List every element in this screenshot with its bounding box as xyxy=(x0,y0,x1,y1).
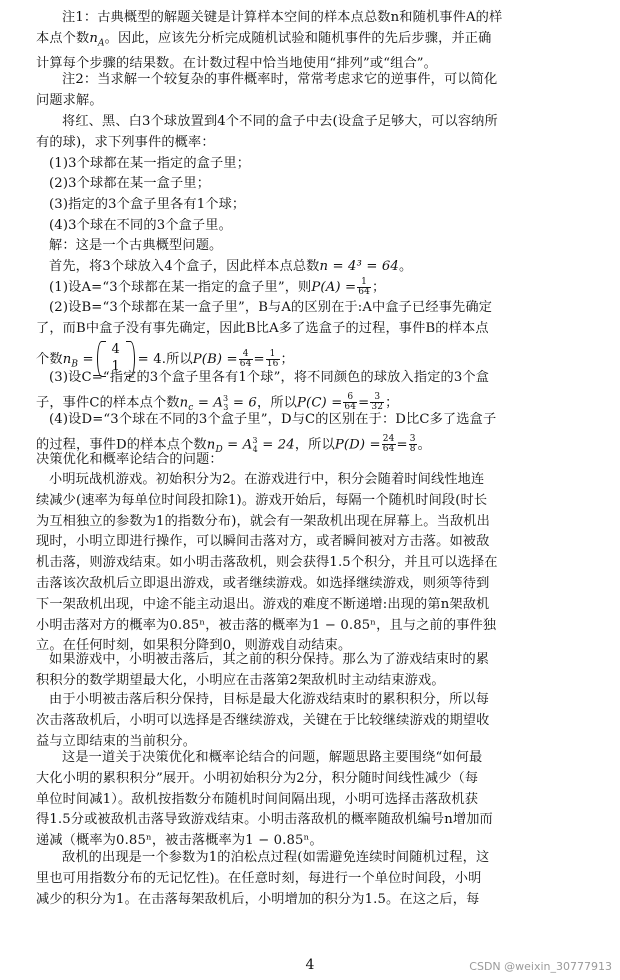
step-2-eq: = xyxy=(78,351,94,367)
step-4-text: 的过程，事件D的样本点个数 xyxy=(36,437,207,453)
step-2-result: = 4.所以 xyxy=(137,351,193,367)
game-line-6: 击落该次敌机后立即退出游戏，或者继续游戏。如选择继续游戏，则须等待到 xyxy=(36,575,490,591)
analysis-1-line-3: 益与立即结束的当前积分。 xyxy=(36,733,197,749)
step-4-f1-den: 64 xyxy=(382,444,395,455)
problem-item-2: (2)3个球都在某一盒子里； xyxy=(49,176,211,192)
binomial-bottom: 1 xyxy=(111,359,120,375)
step-4-a: = A xyxy=(222,437,253,453)
game-line-8: 小明击落对方的概率为0.85ⁿ，被击落的概率为1 − 0.85ⁿ，且与之前的事件独 xyxy=(36,617,497,633)
note-2-line-1: 注2：当求解一个较复杂的事件概率时，常常考虑求它的逆事件，可以简化 xyxy=(62,72,498,87)
step-4-f1-num: 24 xyxy=(382,434,395,445)
step-3-f1-den: 64 xyxy=(344,402,357,413)
analysis-2-line-2: 大化小明的累积积分”展开。小明初始积分为2分，积分随时间线性减少（每 xyxy=(36,770,479,786)
step-3-end: ； xyxy=(385,395,399,411)
step-2-prob: P(B) = xyxy=(192,351,238,367)
analysis-1-line-1: 由于小明被击落后积分保持，目标是最大化游戏结束时的累积积分，所以每 xyxy=(49,692,490,707)
step-4-end: 。 xyxy=(417,437,431,453)
solution-intro: 解：这是一个古典概型问题。 xyxy=(49,238,223,253)
step-4-so: ，所以 xyxy=(294,437,335,453)
step-4-var: n xyxy=(206,437,216,453)
step-4-eq: = xyxy=(396,437,408,453)
problem-line-1: 将红、黑、白3个球放置到4个不同的盒子中去(设盒子足够大，可以容纳所 xyxy=(62,114,498,129)
step-2-f1-den: 64 xyxy=(239,358,252,369)
analysis-3-line-1: 敌机的出现是一个参数为1的泊松点过程(如需避免连续时间随机过程，这 xyxy=(62,850,490,865)
analysis-2-line-4: 得1.5分或被敌机击落导致游戏结束。小明击落敌机的概率随敌机编号n增加而 xyxy=(36,812,493,828)
step-2-var: n xyxy=(62,351,72,367)
step-3-f1-num: 6 xyxy=(343,393,357,403)
step-3-so: ，所以 xyxy=(256,395,297,411)
step-3-eq: = xyxy=(358,395,370,411)
step-4-val: = 24 xyxy=(257,437,295,453)
step-3-text: 子，事件C的样本点个数 xyxy=(36,395,180,411)
step-3-sub: c xyxy=(188,402,194,413)
step-2-line-2: 了，而B中盒子没有事先确定，因此B比A多了选盒子的过程，事件B的样本点 xyxy=(36,320,489,336)
game-line-9: 立。在任何时刻，如果积分降到0，则游戏自动结束。 xyxy=(36,638,352,654)
step-4-line-1: (4)设D=“3个球在不同的3个盒子里”，D与C的区别在于：D比C多了选盒子 xyxy=(49,412,497,427)
solution-step-1 xyxy=(36,278,588,299)
binomial-top: 4 xyxy=(111,342,120,358)
step-4-f2-num: 3 xyxy=(409,434,416,445)
step-2-fraction-2 xyxy=(266,350,280,369)
problem-line-2: 有的球)，求下列事件的概率： xyxy=(36,134,215,150)
analysis-2 xyxy=(36,748,588,852)
solution-first-math: n = 4³ = 64 xyxy=(319,258,399,274)
step-3-f2-num: 3 xyxy=(370,393,384,403)
note-1-text-2: 。因此，应该先分析完成随机试验和随机事件的先后步骤，并正确 xyxy=(104,30,492,46)
problem-item-4: (4)3个球在不同的3个盒子里。 xyxy=(49,217,232,233)
analysis-3-line-3: 减少的积分为1。在击落每架敌机后，小明增加的积分为1.5。在这之后，每 xyxy=(36,891,480,907)
step-3-f2-den: 32 xyxy=(371,402,384,413)
step-3-prob: P(C) = xyxy=(297,395,343,411)
question xyxy=(36,650,588,692)
game-line-2: 续减少(速率为每单位时间段扣除1)。游戏开始后，每隔一个随机时间段(时长 xyxy=(36,492,488,508)
step-1-den: 64 xyxy=(358,286,370,297)
step-1-end: ； xyxy=(372,279,386,295)
solution-first-text: 首先，将3个球放入4个盒子，因此样本点总数 xyxy=(49,258,320,274)
note-1-line-1: 注1：古典概型的解题关键是计算样本空间的样本点总数n和随机事件A的样 xyxy=(62,10,503,25)
step-2-end: ； xyxy=(280,351,294,367)
game-line-1: 小明玩战机游戏。初始积分为2。在游戏进行中，积分会随着时间线性地连 xyxy=(49,472,485,487)
step-2-f1-num: 4 xyxy=(239,350,253,360)
step-2-text: 个数 xyxy=(36,351,63,367)
step-3-sup: 3 xyxy=(223,393,229,403)
solution xyxy=(36,236,588,298)
analysis-2-line-5: 递减（概率为0.85ⁿ，被击落概率为1 − 0.85ⁿ。 xyxy=(36,833,323,849)
step-4-sub: D xyxy=(215,444,223,455)
analysis-2-line-3: 单位时间减1）。敌机按指数分布随机时间间隔出现，小明可选择击落敌机获 xyxy=(36,791,479,807)
watermark: CSDN @weixin_30777913 xyxy=(469,960,612,973)
note-2-line-2: 问题求解。 xyxy=(36,92,103,108)
game-line-5: 机击落，则游戏结束。如小明击落敌机，则会获得1.5个积分，并且可以选择在 xyxy=(36,555,498,571)
analysis-1-line-2: 次击落敌机后，小明可以选择是否继续游戏，关键在于比较继续游戏的期望收 xyxy=(36,712,490,728)
game-line-4: 现时，小明立即进行操作，可以瞬间击落对方，或者瞬间被对方击落。如被敌 xyxy=(36,534,490,550)
note-1 xyxy=(36,8,588,75)
problem-item-1: (1)3个球都在某一指定的盒子里； xyxy=(49,155,251,171)
step-4-prob: P(D) = xyxy=(334,437,381,453)
problem-statement xyxy=(36,112,588,237)
note-1-sub: A xyxy=(98,38,105,49)
step-2-f2-den: 16 xyxy=(266,358,279,369)
step-1-fraction xyxy=(357,278,371,297)
note-1-var: n xyxy=(89,30,99,46)
step-2-sub: B xyxy=(71,359,79,370)
game-line-3: 为互相独立的参数为1的指数分布)，就会有一架敌机出现在屏幕上。当敌机出 xyxy=(36,513,490,529)
analysis-1 xyxy=(36,690,588,752)
step-4-sup: 3 xyxy=(252,435,258,445)
step-4-sub2: 4 xyxy=(252,444,258,454)
solution-first-end: 。 xyxy=(398,258,413,274)
step-2-fraction-1 xyxy=(239,350,253,369)
page-number: 4 xyxy=(305,957,315,973)
game-description xyxy=(36,470,588,657)
step-3-sub2: 3 xyxy=(223,402,229,412)
step-1-text: (1)设A=“3个球都在某一指定的盒子里”，则 xyxy=(49,279,312,295)
note-1-line-2 xyxy=(36,29,588,54)
section-title xyxy=(36,450,588,471)
note-1-line-3: 计算每个步骤的结果数。在计数过程中恰当地使用“排列”或“组合”。 xyxy=(36,56,438,72)
problem-item-3: (3)指定的3个盒子里各有1个球； xyxy=(49,197,246,213)
analysis-3-line-2: 里也可用指数分布的无记忆性)。在任意时刻，每进行一个单位时间段，小明 xyxy=(36,870,482,886)
section-title-text: 决策优化和概率论结合的问题： xyxy=(36,452,223,467)
step-2-eq-2: = xyxy=(253,351,265,367)
step-2-line-1: (2)设B=“3个球都在某一盒子里”，B与A的区别在于:A中盒子已经事先确定 xyxy=(49,300,493,315)
note-1-text: 本点个数 xyxy=(36,30,90,46)
step-4-f2-den: 8 xyxy=(409,444,416,455)
analysis-2-line-1: 这是一道关于决策优化和概率论结合的问题，解题思路主要围绕“如何最 xyxy=(62,750,483,765)
solution-first xyxy=(36,257,588,278)
step-1-num: 1 xyxy=(357,278,371,288)
step-3-var: n xyxy=(179,395,189,411)
step-3-val: = 6 xyxy=(228,395,257,411)
step-3-line-1: (3)设C=“指定的3个盒子里各有1个球”，将不同颜色的球放入指定的3个盒 xyxy=(49,370,490,385)
question-line-1: 如果游戏中，小明被击落后，其之前的积分保持。那么为了游戏结束时的累 xyxy=(49,652,490,667)
analysis-3 xyxy=(36,848,588,910)
step-2-f2-num: 1 xyxy=(266,350,280,360)
game-line-7: 下一架敌机出现，中途不能主动退出。游戏的难度不断递增:出现的第n架敌机 xyxy=(36,596,490,612)
note-2 xyxy=(36,70,588,112)
step-3-a: = A xyxy=(193,395,224,411)
question-line-2: 积积分的数学期望最大化，小明应在击落第2架敌机时主动结束游戏。 xyxy=(36,672,445,688)
step-1-math: P(A) = xyxy=(311,279,357,295)
